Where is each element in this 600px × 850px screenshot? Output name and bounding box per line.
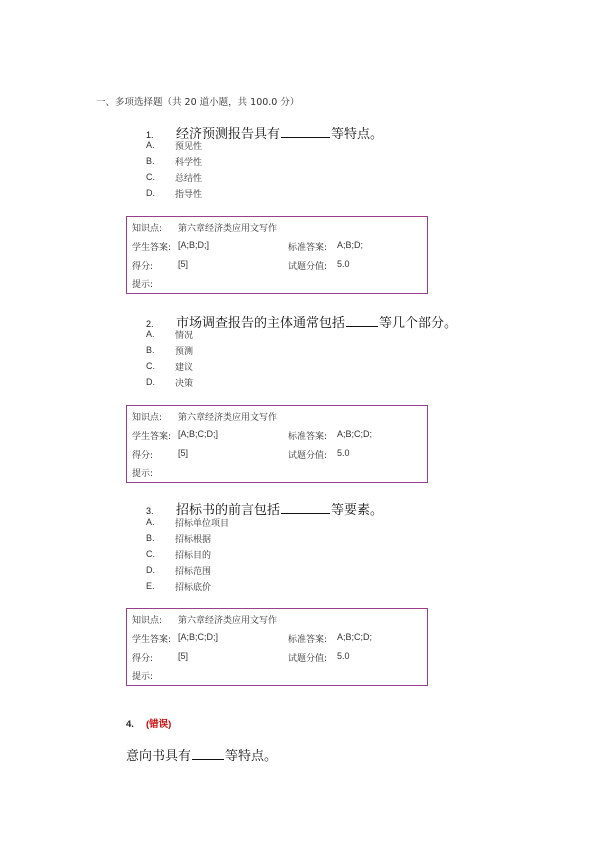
option-text: 招标底价 xyxy=(175,582,212,593)
hint-label: 提示: xyxy=(132,280,154,290)
student-answer-label: 学生答案: xyxy=(132,243,172,253)
answer-row xyxy=(132,429,422,443)
question-2-blank xyxy=(346,314,378,327)
question-2-option-d xyxy=(146,374,193,390)
knowledge-row xyxy=(132,221,422,235)
question-value-value: 5.0 xyxy=(337,651,350,661)
question-2-text-before: 市场调查报告的主体通常包括 xyxy=(176,316,346,331)
question-1-option-c xyxy=(146,169,202,185)
question-1-blank xyxy=(281,125,330,138)
question-2-number: 2. xyxy=(146,319,154,329)
question-value-value: 5.0 xyxy=(337,448,350,458)
standard-answer-value: A;B;C;D; xyxy=(337,632,373,642)
option-letter: B. xyxy=(146,156,155,166)
option-text: 预测 xyxy=(175,346,194,357)
question-1-answer-panel xyxy=(126,216,428,294)
option-letter: B. xyxy=(146,533,155,543)
option-letter: C. xyxy=(146,172,155,182)
question-1-option-a xyxy=(146,137,202,153)
answer-row xyxy=(132,240,422,254)
question-3-blank xyxy=(281,501,330,514)
question-3-option-c xyxy=(146,546,229,562)
option-letter: D. xyxy=(146,377,155,387)
question-value-label: 试题分值: xyxy=(288,451,328,461)
knowledge-value: 第六章经济类应用文写作 xyxy=(178,413,278,423)
hint-label: 提示: xyxy=(132,469,154,479)
hint-row xyxy=(132,277,422,291)
option-letter: B. xyxy=(146,345,155,355)
knowledge-value: 第六章经济类应用文写作 xyxy=(178,224,278,234)
score-row xyxy=(132,651,422,665)
option-text: 决策 xyxy=(175,378,194,389)
student-answer-value: [A;B;D;] xyxy=(178,240,210,250)
question-1-option-b xyxy=(146,153,202,169)
hint-row xyxy=(132,466,422,480)
standard-answer-value: A;B;D; xyxy=(337,240,364,250)
option-text: 建议 xyxy=(175,362,194,373)
option-text: 情况 xyxy=(175,330,194,341)
standard-answer-label: 标准答案: xyxy=(288,243,328,253)
question-2-option-c xyxy=(146,358,193,374)
option-text: 招标范围 xyxy=(175,566,212,577)
score-value: [5] xyxy=(178,259,189,269)
score-label: 得分: xyxy=(132,654,154,664)
option-text: 总结性 xyxy=(175,173,203,184)
option-letter: A. xyxy=(146,517,155,527)
option-letter: A. xyxy=(146,329,155,339)
option-letter: C. xyxy=(146,549,155,559)
question-3-option-a xyxy=(146,514,229,530)
option-text: 指导性 xyxy=(175,189,203,200)
score-label: 得分: xyxy=(132,262,154,272)
question-4-text-after: 等特点。 xyxy=(225,749,278,764)
option-text: 招标单位项目 xyxy=(175,518,230,529)
standard-answer-label: 标准答案: xyxy=(288,432,328,442)
score-row xyxy=(132,259,422,273)
question-3-text-after: 等要素。 xyxy=(331,503,384,518)
question-2-answer-panel xyxy=(126,405,428,483)
question-4-header xyxy=(126,716,171,730)
answer-row xyxy=(132,632,422,646)
knowledge-row xyxy=(132,613,422,627)
option-letter: D. xyxy=(146,188,155,198)
option-letter: D. xyxy=(146,565,155,575)
question-2-text-after: 等几个部分。 xyxy=(379,316,458,331)
knowledge-row xyxy=(132,410,422,424)
knowledge-label: 知识点: xyxy=(132,224,163,234)
standard-answer-label: 标准答案: xyxy=(288,635,328,645)
question-1-number: 1. xyxy=(146,130,154,140)
question-4-stem xyxy=(126,745,277,764)
option-text: 招标根据 xyxy=(175,534,212,545)
question-4-text-before: 意向书具有 xyxy=(126,749,192,764)
question-3-text-before: 招标书的前言包括 xyxy=(176,503,281,518)
student-answer-value: [A;B;C;D;] xyxy=(178,632,219,642)
question-3-number: 3. xyxy=(146,506,154,516)
question-value-value: 5.0 xyxy=(337,259,350,269)
question-3-option-d xyxy=(146,562,229,578)
score-value: [5] xyxy=(178,448,189,458)
question-4-blank xyxy=(192,747,224,760)
option-letter: E. xyxy=(146,581,155,591)
section-title: 一、多项选择题（共 20 道小题，共 100.0 分） xyxy=(96,97,300,108)
question-value-label: 试题分值: xyxy=(288,262,328,272)
student-answer-label: 学生答案: xyxy=(132,432,172,442)
option-text: 招标目的 xyxy=(175,550,212,561)
question-3-options xyxy=(146,514,229,594)
score-value: [5] xyxy=(178,651,189,661)
question-3-option-b xyxy=(146,530,229,546)
student-answer-label: 学生答案: xyxy=(132,635,172,645)
question-4-number: 4. xyxy=(126,719,134,730)
option-text: 预见性 xyxy=(175,141,203,152)
hint-label: 提示: xyxy=(132,672,154,682)
question-2-options xyxy=(146,326,193,390)
option-letter: C. xyxy=(146,361,155,371)
question-3-answer-panel xyxy=(126,608,428,686)
question-2-option-a xyxy=(146,326,193,342)
score-label: 得分: xyxy=(132,451,154,461)
standard-answer-value: A;B;C;D; xyxy=(337,429,373,439)
question-1-text-before: 经济预测报告具有 xyxy=(176,127,281,142)
question-2-option-b xyxy=(146,342,193,358)
hint-row xyxy=(132,669,422,683)
knowledge-label: 知识点: xyxy=(132,616,163,626)
knowledge-value: 第六章经济类应用文写作 xyxy=(178,616,278,626)
question-value-label: 试题分值: xyxy=(288,654,328,664)
student-answer-value: [A;B;C;D;] xyxy=(178,429,219,439)
option-letter: A. xyxy=(146,140,155,150)
question-1-option-d xyxy=(146,185,202,201)
question-4-status-badge: (错误) xyxy=(146,719,172,730)
score-row xyxy=(132,448,422,462)
question-3-option-e xyxy=(146,578,229,594)
knowledge-label: 知识点: xyxy=(132,413,163,423)
option-text: 科学性 xyxy=(175,157,203,168)
question-1-options xyxy=(146,137,202,201)
question-1-text-after: 等特点。 xyxy=(331,127,384,142)
